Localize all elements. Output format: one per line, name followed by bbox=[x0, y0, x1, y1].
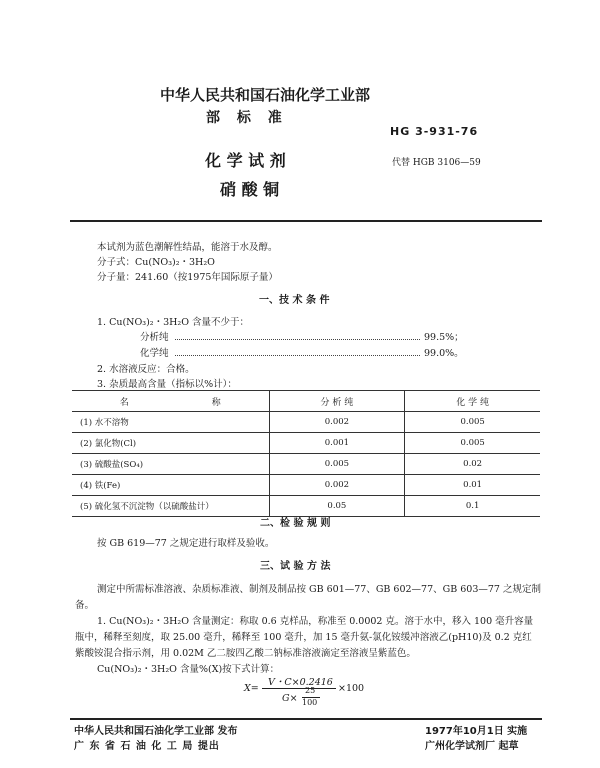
spec-item-2: 2. 水溶液反应：合格。 bbox=[97, 364, 195, 375]
impurity-name: (5) 硫化氢不沉淀物（以硫酸盐计） bbox=[72, 496, 269, 517]
formula-den-denominator: 100 bbox=[302, 698, 318, 707]
impurity-ar: 0.002 bbox=[269, 412, 405, 433]
table-header-cp: 化 学 纯 bbox=[405, 391, 540, 412]
method-para-1-cont: 备。 bbox=[75, 600, 95, 611]
formula-fraction-bar bbox=[262, 688, 336, 689]
impurity-name: (2) 氯化物(Cl) bbox=[72, 433, 269, 454]
description: 本试剂为蓝色潮解性结晶，能溶于水及醇。 bbox=[97, 242, 278, 253]
impurity-ar: 0.002 bbox=[269, 475, 405, 496]
grade-cp-value: 99.0%。 bbox=[424, 348, 464, 359]
table-header-name: 名 称 bbox=[72, 391, 269, 412]
spec-item-1: 1. Cu(NO₃)₂・3H₂O 含量不少于： bbox=[97, 317, 250, 328]
impurity-name: (3) 硫酸盐(SO₄) bbox=[72, 454, 269, 475]
impurity-ar: 0.005 bbox=[269, 454, 405, 475]
section-2-title: 二、检 验 规 则 bbox=[260, 518, 331, 529]
spec-item-3: 3. 杂质最高含量（指标以%计）： bbox=[97, 379, 237, 390]
section-3-title: 三、试 验 方 法 bbox=[260, 561, 331, 572]
method-para-2-cont: 紫酸铵混合指示剂，用 0.02M 乙二胺四乙酸二钠标准溶液滴定至溶液呈紫蓝色。 bbox=[75, 648, 416, 659]
grade-ar-value: 99.5%； bbox=[424, 332, 464, 343]
formula-numerator: V・C×0.2416 bbox=[268, 677, 333, 688]
impurity-name: (4) 铁(Fe) bbox=[72, 475, 269, 496]
standard-code: HG 3-931-76 bbox=[390, 125, 479, 138]
formula-lhs: X= bbox=[244, 683, 259, 694]
formula-denominator-g: G× bbox=[282, 693, 298, 704]
method-para-2-cont: 瓶中，稀释至刻度，取 25.00 毫升，稀释至 100 毫升，加 15 毫升氨-氯化铵缓冲溶液乙(pH10)及 0.2 克红 bbox=[75, 632, 532, 643]
impurity-ar: 0.001 bbox=[269, 433, 405, 454]
footer-divider bbox=[70, 718, 542, 720]
issuer-line-2: 广 东 省 石 油 化 工 局 提出 bbox=[74, 741, 220, 752]
impurity-name: (1) 水不溶物 bbox=[72, 412, 269, 433]
impurity-cp: 0.005 bbox=[405, 433, 540, 454]
table-header-row bbox=[72, 391, 540, 412]
grade-ar-label: 分析纯 bbox=[140, 332, 169, 343]
issuer-line-1: 中华人民共和国石油化学工业部 发布 bbox=[74, 726, 238, 737]
method-para-1: 测定中所需标准溶液、杂质标准液、制剂及制品按 GB 601—77、GB 602—77、GB 603—77 之规定制 bbox=[97, 584, 541, 595]
grade-cp-label: 化学纯 bbox=[140, 348, 169, 359]
table-row bbox=[72, 412, 540, 433]
leader-dots bbox=[175, 339, 420, 340]
ministry-title: 中华人民共和国石油化学工业部 bbox=[160, 86, 371, 104]
section-1-title: 一、技 术 条 件 bbox=[259, 295, 330, 306]
date-line-1: 1977年10月1日 实施 bbox=[425, 726, 528, 737]
category-title: 化 学 试 剂 bbox=[205, 151, 286, 170]
impurity-cp: 0.02 bbox=[405, 454, 540, 475]
header-divider bbox=[70, 220, 542, 222]
formula-intro: Cu(NO₃)₂・3H₂O 含量%(X)按下式计算： bbox=[97, 664, 280, 675]
standard-type: 部 标 准 bbox=[206, 110, 288, 126]
impurity-cp: 0.005 bbox=[405, 412, 540, 433]
replaces-code: 代替 HGB 3106—59 bbox=[392, 158, 481, 168]
table-row bbox=[72, 433, 540, 454]
date-line-2: 广州化学试剂厂 起草 bbox=[425, 741, 519, 752]
table-row bbox=[72, 454, 540, 475]
molecular-formula: 分子式：Cu(NO₃)₂・3H₂O bbox=[97, 257, 215, 268]
impurity-ar: 0.05 bbox=[269, 496, 405, 517]
leader-dots bbox=[175, 355, 420, 356]
impurity-cp: 0.1 bbox=[405, 496, 540, 517]
table-header-ar: 分 析 纯 bbox=[269, 391, 405, 412]
molecular-weight: 分子量：241.60（按1975年国际原子量） bbox=[97, 272, 278, 283]
method-para-2: 1. Cu(NO₃)₂・3H₂O 含量测定：称取 0.6 克样品，称准至 0.0002 克。溶于水中，移入 100 毫升容量 bbox=[97, 616, 534, 627]
impurity-cp: 0.01 bbox=[405, 475, 540, 496]
product-title: 硝 酸 铜 bbox=[220, 180, 280, 199]
table-row bbox=[72, 475, 540, 496]
section-2-text: 按 GB 619—77 之规定进行取样及验收。 bbox=[97, 538, 275, 549]
impurity-table bbox=[72, 390, 540, 517]
formula-den-numerator: 25 bbox=[305, 686, 316, 695]
formula-tail: ×100 bbox=[338, 683, 365, 694]
